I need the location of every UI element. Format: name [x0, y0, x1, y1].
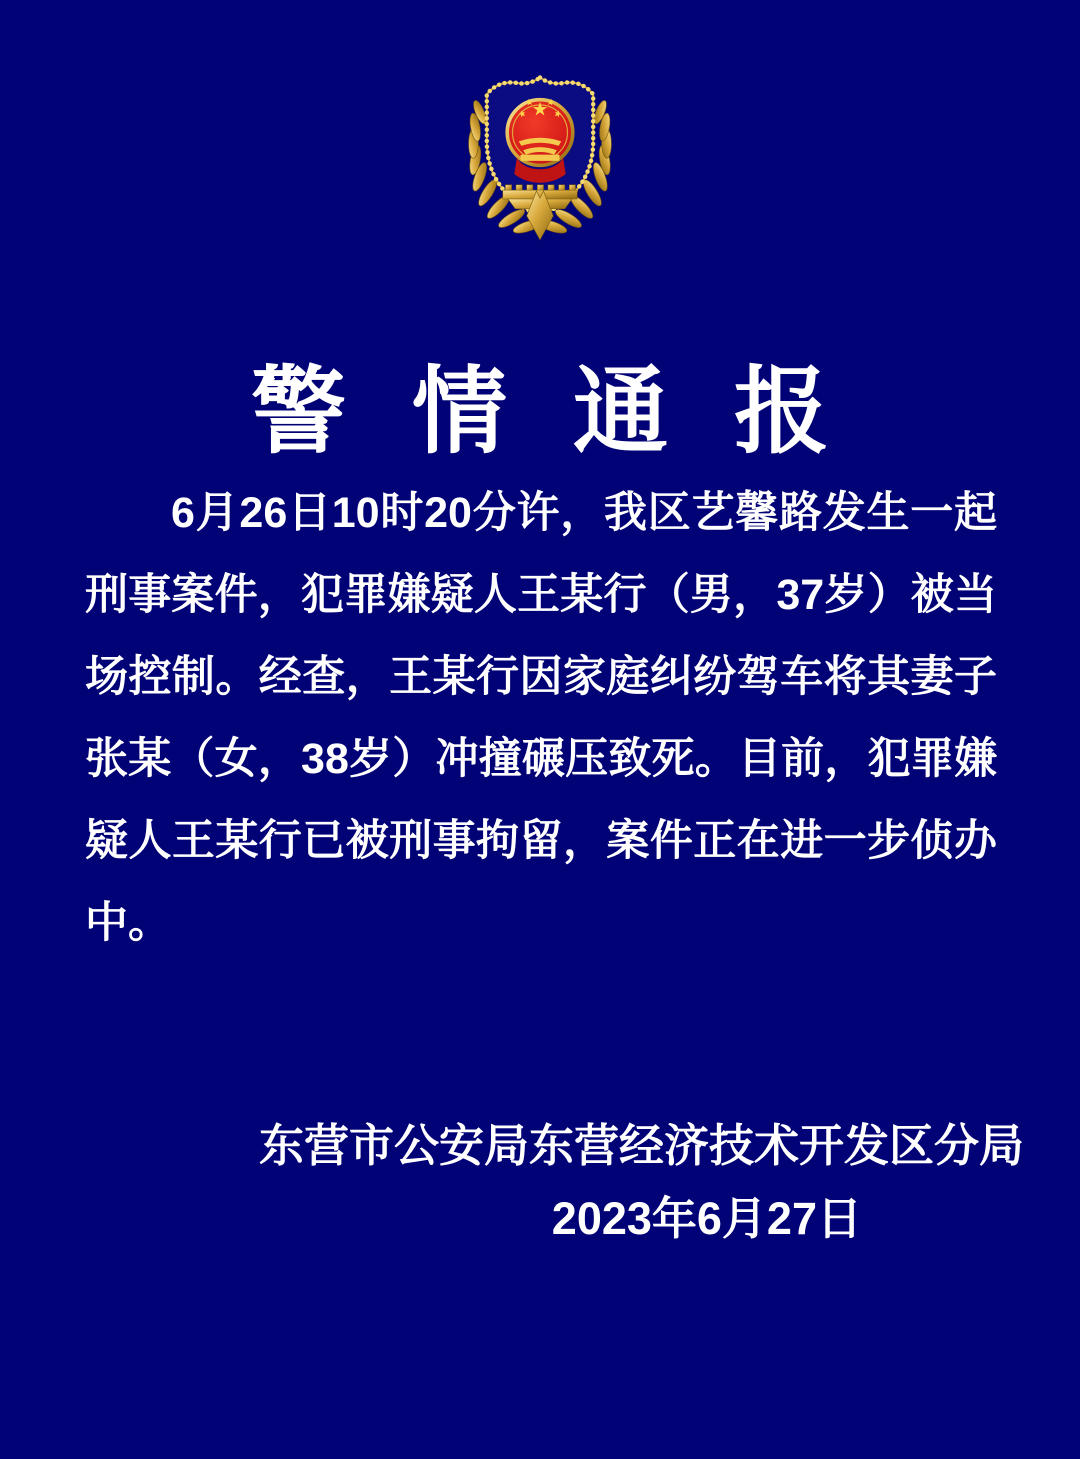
- notice-title: 警情通报: [250, 358, 895, 465]
- issuing-agency: 东营市公安局东营经济技术开发区分局: [258, 1120, 1024, 1171]
- issue-date: 2023年6月27日: [551, 1193, 862, 1244]
- notice-body-paragraph: 6月26日10时20分许，我区艺馨路发生一起刑事案件，犯罪嫌疑人王某行（男，37岁）被当场控制。经查，王某行因家庭纠纷驾车将其妻子张某（女，38岁）冲撞碾压致死。目前，犯罪嫌疑人王某行已被刑事拘留，案件正在进一步侦办中。: [85, 489, 997, 947]
- police-badge-icon: [451, 58, 629, 246]
